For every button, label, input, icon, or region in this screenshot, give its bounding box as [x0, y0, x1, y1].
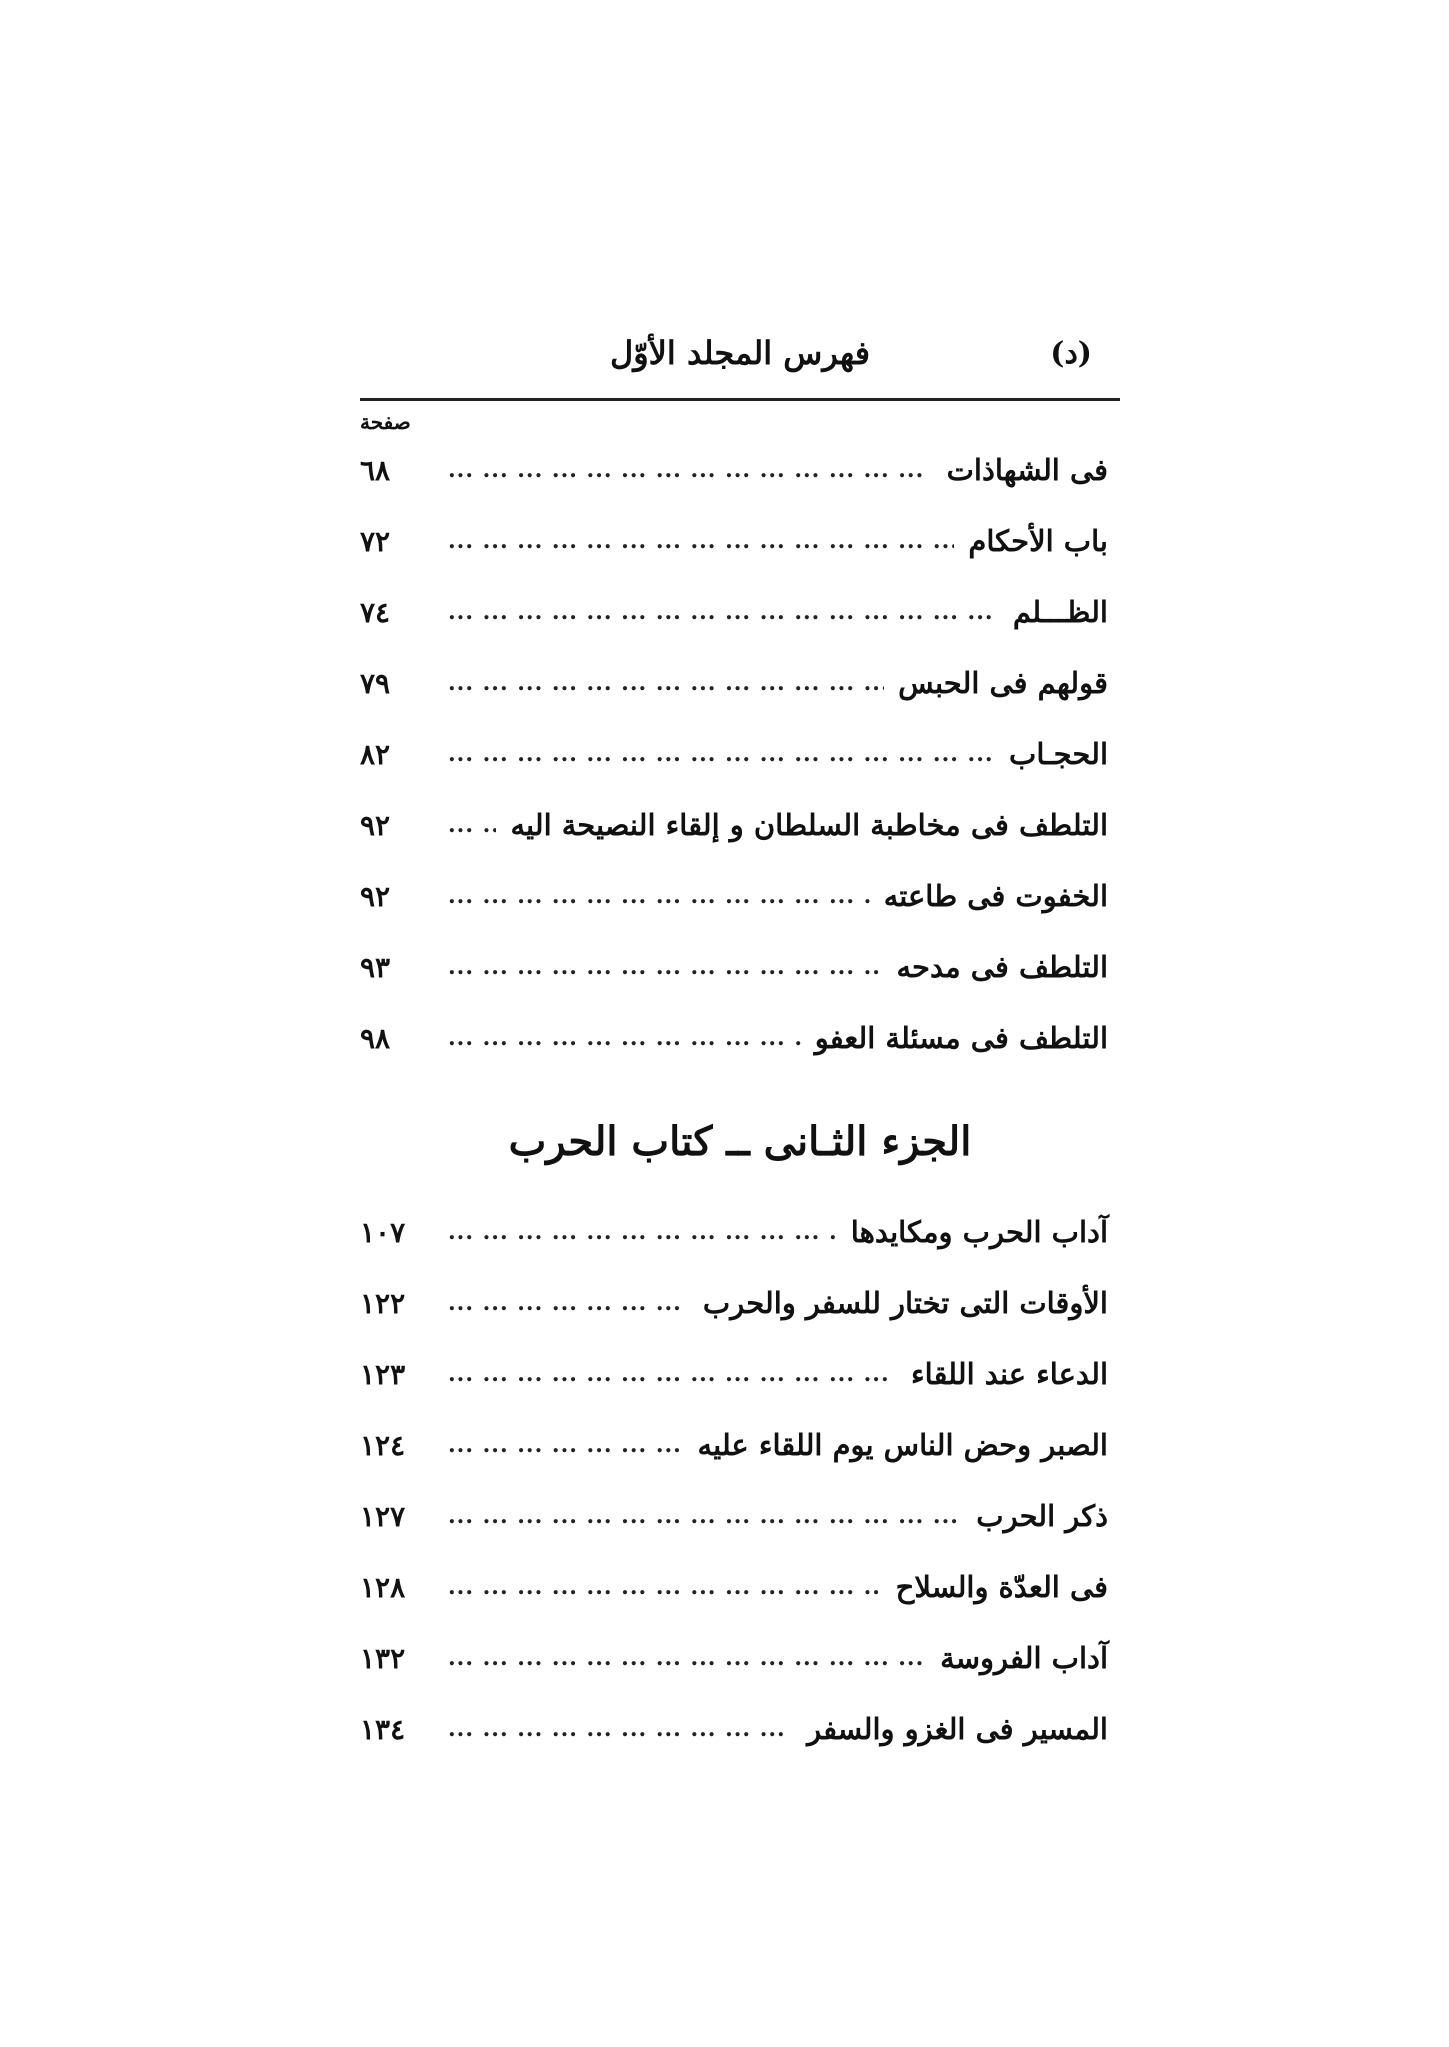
toc-entry-page: ٩٣: [360, 950, 391, 984]
toc-entry-page: ١٢٢: [360, 1286, 406, 1320]
toc-entry-title: الدعاء عند اللقاء: [911, 1357, 1108, 1391]
toc-entry-page: ١٢٨: [360, 1570, 406, 1604]
toc-entry-page: ١٢٧: [360, 1499, 406, 1533]
toc-entry-title: التلطف فى مخاطبة السلطان و إلقاء النصيحة اليه: [510, 808, 1108, 842]
toc-entry-title: آداب الفروسة: [940, 1641, 1108, 1675]
toc-entry-title: التلطف فى مسئلة العفو: [814, 1021, 1108, 1055]
toc-entry-title: ذكر الحرب: [976, 1499, 1108, 1533]
toc-entry-page: ٦٨: [360, 453, 391, 487]
dot-leader: [448, 812, 496, 838]
toc-entry-title: فى العدّة والسلاح: [895, 1570, 1108, 1604]
toc-entry: [360, 587, 1108, 637]
toc-entry-page: ٩٨: [360, 1021, 391, 1055]
toc-entry-title: قولهم فى الحبس: [898, 666, 1108, 700]
toc-entry: [360, 871, 1108, 921]
toc-entry-page: ١٣٤: [360, 1712, 406, 1746]
dot-leader: [448, 1645, 926, 1671]
dot-leader: [448, 1503, 962, 1529]
header-divider: [360, 398, 1120, 401]
toc-entry: [360, 1013, 1108, 1063]
page-header: [360, 330, 1120, 390]
dot-leader: [448, 1219, 837, 1245]
toc-entry: [360, 658, 1108, 708]
dot-leader: [448, 1290, 689, 1316]
dot-leader: [448, 599, 999, 625]
toc-entry-page: ١٠٧: [360, 1215, 406, 1249]
dot-leader: [448, 1432, 684, 1458]
toc-entry: [360, 942, 1108, 992]
toc-entry-title: آداب الحرب ومكايدها: [850, 1215, 1108, 1249]
dot-leader: [448, 528, 954, 554]
toc-entry-title: الظـــلم: [1012, 595, 1108, 629]
toc-entry: [360, 1420, 1108, 1470]
toc-entry: [360, 1349, 1108, 1399]
toc-entry-title: التلطف فى مدحه: [896, 950, 1108, 984]
dot-leader: [448, 741, 995, 767]
toc-entry: [360, 800, 1108, 850]
toc-entry-page: ١٣٢: [360, 1641, 406, 1675]
page-number-marker: (د): [1050, 336, 1092, 371]
page-title: فهرس المجلد الأوّل: [609, 334, 871, 372]
dot-leader: [448, 1716, 793, 1742]
toc-entry-page: ٧٢: [360, 524, 391, 558]
toc-entry: [360, 729, 1108, 779]
dot-leader: [448, 883, 870, 909]
toc-entry-title: باب الأحكام: [968, 524, 1108, 558]
page-column-label: صفحة: [360, 410, 411, 434]
toc-entry-title: الصبر وحض الناس يوم اللقاء عليه: [697, 1428, 1108, 1462]
dot-leader: [448, 457, 933, 483]
toc-entry: [360, 1278, 1108, 1328]
toc-entry-title: الخفوت فى طاعته: [883, 879, 1108, 913]
toc-entry: [360, 1633, 1108, 1683]
toc-entry-page: ٩٢: [360, 879, 391, 913]
toc-entry-page: ١٢٣: [360, 1357, 406, 1391]
toc-entry-page: ٧٩: [360, 666, 391, 700]
dot-leader: [448, 1025, 801, 1051]
toc-entry-title: المسير فى الغزو والسفر: [807, 1712, 1108, 1746]
toc-entry-page: ٩٢: [360, 808, 391, 842]
toc-entry: [360, 1562, 1108, 1612]
dot-leader: [448, 1574, 882, 1600]
toc-entry: [360, 1491, 1108, 1541]
toc-entry-title: الأوقات التى تختار للسفر والحرب: [702, 1286, 1108, 1320]
toc-entry-page: ٨٢: [360, 737, 391, 771]
dot-leader: [448, 1361, 897, 1387]
toc-entry-title: فى الشهاذات: [946, 453, 1108, 487]
toc-entry: [360, 1704, 1108, 1754]
toc-entry-page: ٧٤: [360, 595, 391, 629]
section-heading: الجزء الثـانى ــ كتاب الحرب: [508, 1118, 972, 1165]
toc-entry-page: ١٢٤: [360, 1428, 406, 1462]
dot-leader: [448, 670, 884, 696]
toc-entry-title: الحجـاب: [1009, 737, 1108, 771]
toc-entry: [360, 516, 1108, 566]
toc-entry: [360, 445, 1108, 495]
toc-entry: [360, 1207, 1108, 1257]
dot-leader: [448, 954, 882, 980]
